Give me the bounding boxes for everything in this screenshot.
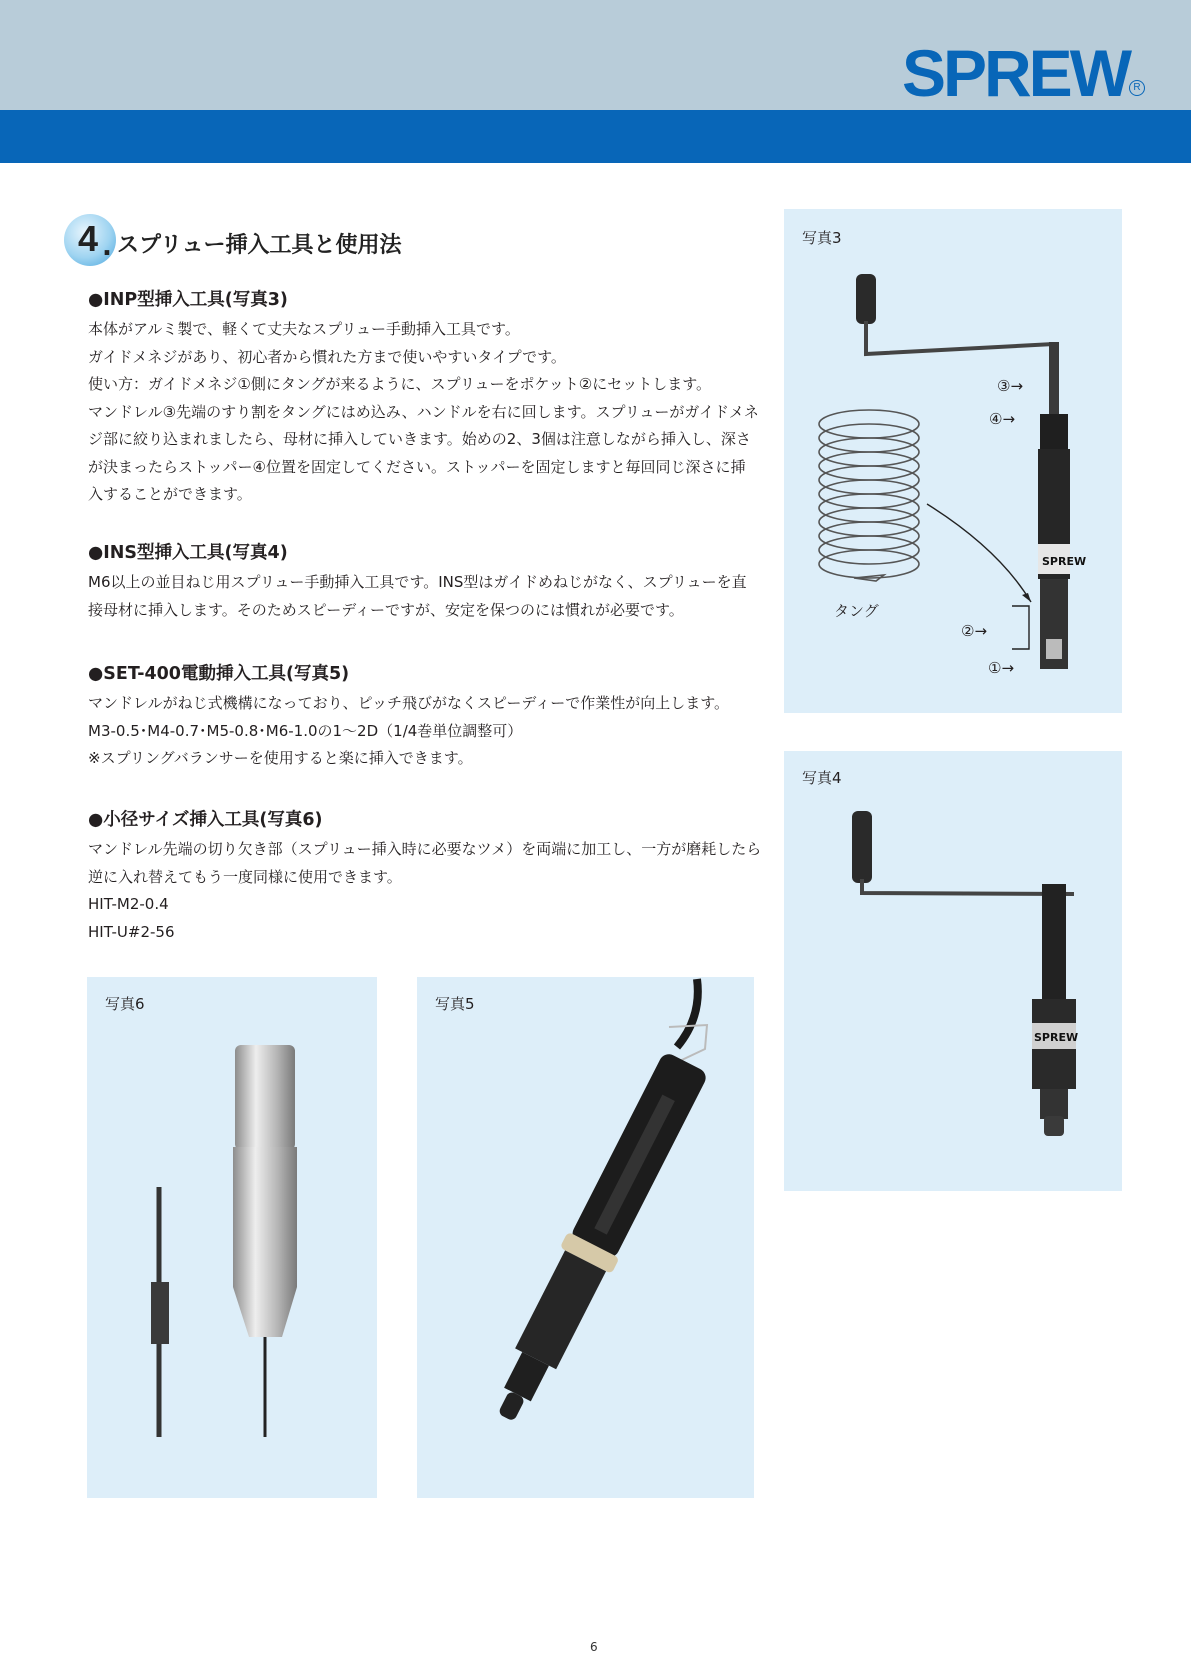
block-line: ガイドメネジがあり、初心者から慣れた方まで使いやすいタイプです。 [88, 347, 566, 366]
block-title: ●INP型挿入工具(写真3) [88, 290, 288, 310]
photo3-panel [784, 209, 1122, 713]
tool-body-print: SPREW [1042, 555, 1087, 568]
section-number-dot: . [102, 232, 112, 262]
block-line: M6以上の並目ねじ用スプリュー手動挿入工具です。INS型はガイドめねじがなく、スプリューを直 [88, 573, 747, 591]
block-line: ※スプリングバランサーを使用すると楽に挿入できます。 [88, 749, 473, 767]
block-ins-tool [88, 541, 760, 624]
block-line: 本体がアルミ製で、軽くて丈夫なスプリュー手動挿入工具です。 [88, 320, 520, 338]
block-title: ●INS型挿入工具(写真4) [88, 543, 288, 563]
registered-mark: R [1129, 80, 1145, 96]
block-line: 使い方：ガイドメネジ①側にタングが来るように、スプリューをポケット②にセットします。 [88, 375, 711, 393]
photo4-label: 写真4 [802, 769, 842, 787]
block-line: 入することができます。 [88, 485, 252, 503]
photo6-label: 写真6 [105, 995, 145, 1013]
block-line: マンドレル先端の切り欠き部（スプリュー挿入時に必要なツメ）を両端に加工し、一方が磨耗したら [88, 840, 762, 858]
block-line: M3-0.5･M4-0.7･M5-0.8･M6-1.0の1～2D（1/4巻単位調整可） [88, 721, 523, 740]
header-blue-band [0, 110, 1191, 163]
block-line: が決まったらストッパー④位置を固定してください。ストッパーを固定しますと毎回同じ深さに挿 [88, 457, 746, 476]
callout-4: ④→ [989, 410, 1016, 428]
inp-tool-illustration [784, 209, 1122, 713]
tang-label: タング [834, 602, 879, 620]
block-title: ●小径サイズ挿入工具(写真6) [88, 810, 323, 830]
photo5-label: 写真5 [435, 995, 475, 1013]
block-small-tool [88, 808, 760, 946]
page-number: 6 [590, 1640, 598, 1654]
small-tool-illustration [87, 977, 377, 1498]
block-line: 逆に入れ替えてもう一度同様に使用できます。 [88, 867, 402, 886]
set400-tool-illustration [417, 977, 754, 1498]
block-title: ●SET-400電動挿入工具(写真5) [88, 664, 350, 684]
block-set400-tool [88, 662, 760, 773]
photo4-panel [784, 751, 1122, 1191]
ins-tool-illustration [784, 751, 1122, 1191]
callout-1: ①→ [988, 659, 1015, 677]
block-inp-tool [88, 288, 760, 509]
block-line: ジ部に絞り込まれましたら、母材に挿入していきます。始めの2、3個は注意しながら挿入し、深さ [88, 430, 751, 448]
block-line: マンドレルがねじ式機構になっており、ピッチ飛びがなくスピーディーで作業性が向上します。 [88, 694, 730, 712]
block-line: HIT-U#2-56 [88, 922, 175, 941]
callout-2: ②→ [961, 622, 988, 640]
callout-3: ③→ [997, 377, 1024, 395]
photo5-panel [417, 977, 754, 1498]
block-line: HIT-M2-0.4 [88, 895, 169, 913]
brand-logo: SPREW [901, 36, 1129, 110]
photo3-label: 写真3 [802, 229, 842, 247]
block-line: マンドレル③先端のすり割をタングにはめ込み、ハンドルを右に回します。スプリューがガイドメネ [88, 402, 759, 421]
section-number: 4 [78, 218, 99, 259]
block-line: 接母材に挿入します。そのためスピーディーですが、安定を保つのには慣れが必要です。 [88, 600, 684, 619]
photo6-panel [87, 977, 377, 1498]
tool-body-print: SPREW [1034, 1031, 1079, 1044]
section-title: スプリュー挿入工具と使用法 [117, 233, 402, 258]
